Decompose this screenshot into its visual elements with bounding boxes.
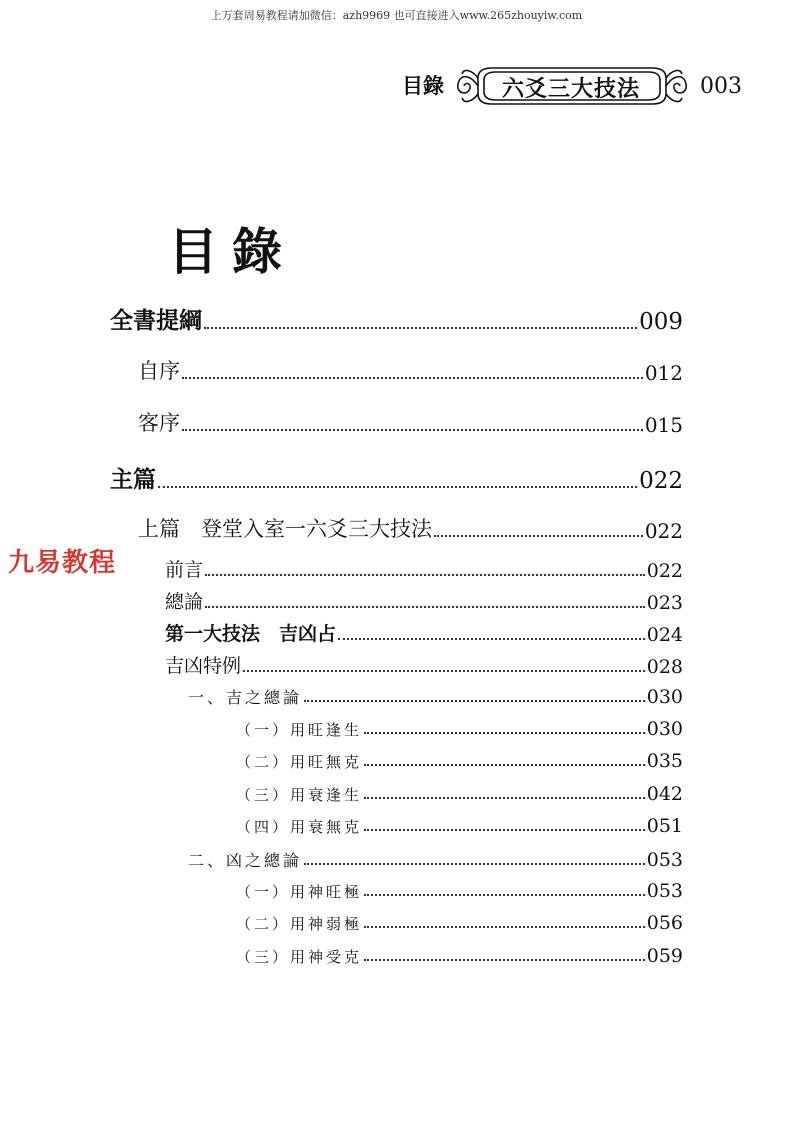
toc-entry-title: 總論 [165,591,204,613]
toc-entry [236,718,683,740]
toc-entry-page: 015 [644,413,683,437]
toc-entry [138,513,683,543]
toc-leader-dots [338,638,645,640]
toc-entry [110,461,683,494]
toc-entry-page: 056 [646,912,683,934]
running-head [400,64,760,108]
toc-entry [110,302,683,335]
toc-leader-dots [364,764,645,766]
toc-entry-title: （四）用衰無克 [236,818,363,836]
toc-entry-page: 028 [646,656,683,678]
toc-leader-dots [304,700,645,702]
toc-entry-page: 022 [646,560,683,582]
toc-entry-page: 053 [646,880,683,902]
toc-entry-title: 一、吉之總論 [188,688,303,707]
toc-entry-page: 022 [639,468,683,494]
toc-leader-dots [364,894,645,896]
running-head-book-title: 六爻三大技法 [501,76,640,102]
running-head-section: 目錄 [402,74,444,98]
toc-leader-dots [205,606,645,608]
toc-entry [165,619,683,646]
toc-entry-page: 012 [644,361,683,385]
toc-entry [165,555,683,582]
toc-leader-dots [205,574,645,576]
toc-entry [236,945,683,967]
toc-entry-title: （一）用神旺極 [236,883,363,901]
toc-entry-page: 053 [646,849,683,871]
toc-entry [138,407,683,437]
toc-leader-dots [364,732,645,734]
toc-entry [236,750,683,772]
toc-entry-page: 023 [646,592,683,614]
toc-entry-title: 主篇 [110,467,156,493]
toc-leader-dots [364,797,645,799]
toc-entry-page: 009 [639,309,683,335]
toc-entry [236,815,683,837]
toc-entry-title: 吉凶特例 [165,655,242,677]
toc-leader-dots [434,535,643,537]
toc-leader-dots [243,670,645,672]
toc-entry-title: （二）用旺無克 [236,753,363,771]
toc-entry-page: 051 [646,815,683,837]
toc-entry [236,912,683,934]
toc-entry-page: 024 [646,624,683,646]
toc-entry-title: （三）用衰逢生 [236,786,363,804]
toc-entry-title: 客序 [138,411,180,435]
toc-entry-page: 035 [646,750,683,772]
toc-entry-title: （一）用旺逢生 [236,721,363,739]
toc-entry-title: 二、凶之總論 [188,851,303,870]
top-watermark-text: 上万套周易教程请加微信：azh9969 也可直接进入www.265zhouyiw.com [210,9,583,22]
toc-entry [165,651,683,678]
toc-entry [138,355,683,385]
toc-entry [236,880,683,902]
toc-leader-dots [204,327,637,329]
toc-leader-dots [364,926,645,928]
toc-entry [236,783,683,805]
toc-leader-dots [364,959,645,961]
toc-entry [188,848,683,871]
toc-entry [165,587,683,614]
toc-entry-title: 全書提綱 [110,308,202,334]
page-title: 目錄 [168,222,296,281]
toc-entry-title: 上篇 登堂入室一六爻三大技法 [138,517,432,541]
toc-entry-page: 042 [646,783,683,805]
toc-entry-title: （二）用神弱極 [236,915,363,933]
toc-leader-dots [182,377,643,379]
toc-entry-page: 059 [646,945,683,967]
toc-entry-title: （三）用神受克 [236,948,363,966]
toc-leader-dots [364,829,645,831]
toc-leader-dots [182,429,643,431]
toc-leader-dots [158,486,637,488]
running-head-page-number: 003 [700,74,742,99]
side-watermark: 九易教程 [8,548,117,578]
toc-entry-page: 030 [646,718,683,740]
toc-entry-title: 第一大技法 吉凶占 [165,623,337,645]
toc-entry-page: 022 [644,519,683,543]
toc-entry-title: 自序 [138,359,180,383]
toc-entry-page: 030 [646,686,683,708]
toc-entry [188,685,683,708]
toc-leader-dots [304,863,645,865]
toc-entry-title: 前言 [165,559,204,581]
